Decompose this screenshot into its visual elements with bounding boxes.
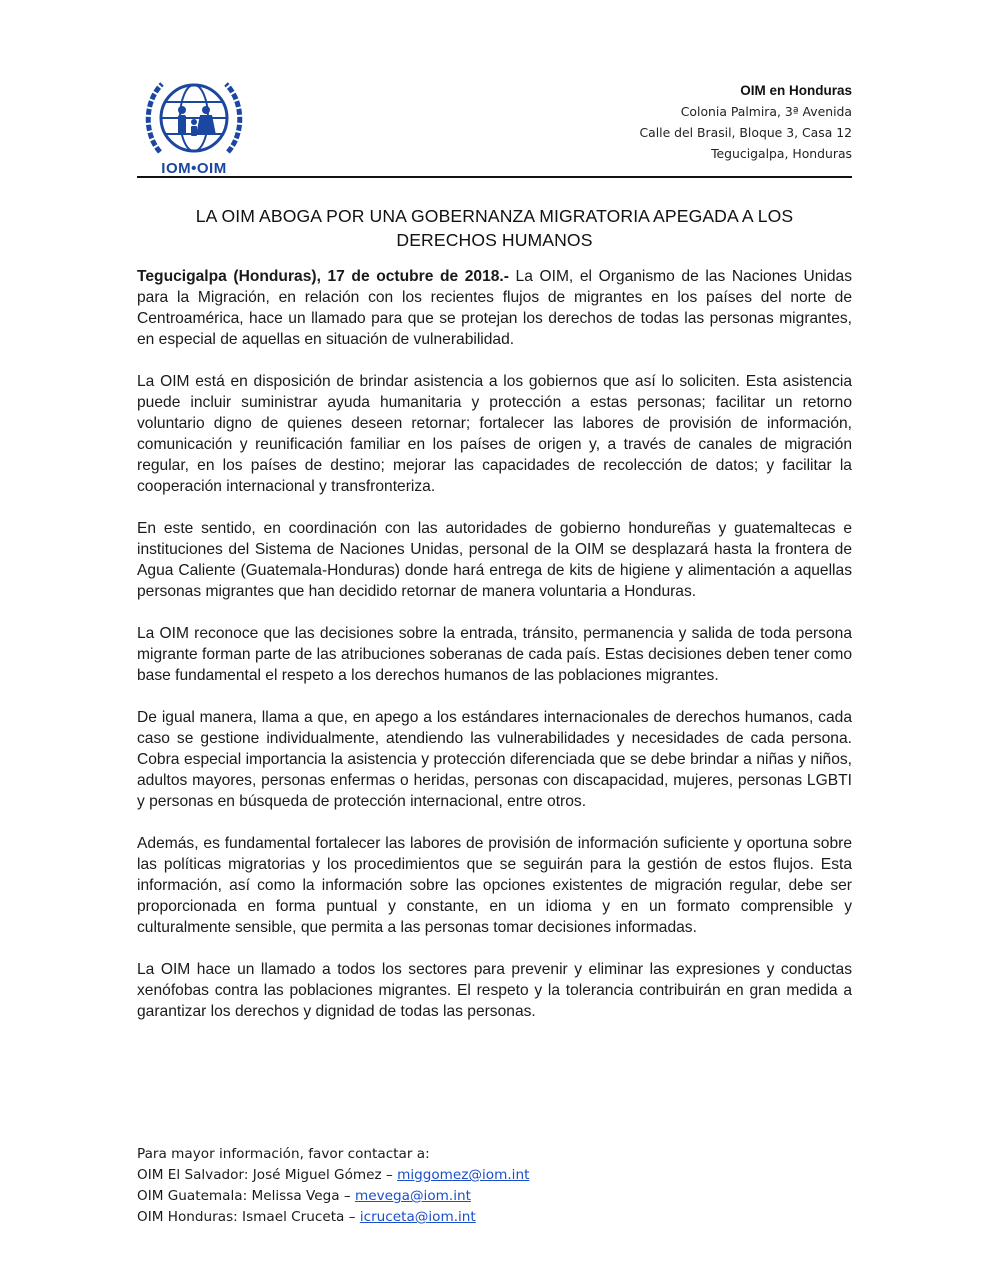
contact-line xyxy=(137,1165,852,1186)
contact-intro: Para mayor información, favor contactar a: xyxy=(137,1146,430,1162)
paragraph-text: La OIM, el Organismo de las Naciones Unidas para la Migración, en relación con los recientes flujos de migrantes en los países del norte de Centroamérica, hace un llamado para que se protejan los derechos de todas las personas migrantes, en especial de aquellas en situación de vulnerabilidad. xyxy=(137,268,852,348)
title-line: LA OIM ABOGA POR UNA GOBERNANZA MIGRATORIA APEGADA A LOS xyxy=(195,206,794,226)
iom-emblem-icon xyxy=(140,72,248,172)
paragraph: La OIM reconoce que las decisiones sobre la entrada, tránsito, permanencia y salida de toda persona migrante forman parte de las atribuciones soberanas de cada país. Estas decisiones deben tener como base fundamental el respeto a los derechos humanos de las poblaciones migrantes. xyxy=(137,625,852,684)
press-release-title xyxy=(137,204,852,252)
org-name: OIM en Honduras xyxy=(740,83,852,98)
contact-label: OIM Guatemala: Melissa Vega – xyxy=(137,1188,355,1204)
address-line: Calle del Brasil, Bloque 3, Casa 12 xyxy=(639,125,852,140)
paragraph: Además, es fundamental fortalecer las labores de provisión de información suficiente y oportuna sobre las políticas migratorias y los procedimientos que se seguirán para la gestión de estos flujos. Esta información, así como la información sobre las opciones existentes de migración regular, debe ser proporcionada en forma puntual y constante, en un idioma y en un formato comprensible y culturalmente sensible, que permita a las personas tomar decisiones informadas. xyxy=(137,835,852,936)
contact-label: OIM Honduras: Ismael Cruceta – xyxy=(137,1209,360,1225)
paragraph: La OIM está en disposición de brindar asistencia a los gobiernos que así lo soliciten. Esta asistencia puede incluir suministrar ayuda humanitaria y protección a estas personas; facilitar un retorno voluntario digno de quienes deseen retornar; fortalecer las labores de provisión de información, comunicación y reunificación familiar en los países de origen y, a través de canales de migración regular, en los países de destino; mejorar las capacidades de recolección de datos; y facilitar la cooperación internacional y transfronteriza. xyxy=(137,373,852,495)
dateline: Tegucigalpa (Honduras), 17 de octubre de 2018.- xyxy=(137,268,509,285)
sender-address xyxy=(639,80,852,164)
title-line: DERECHOS HUMANOS xyxy=(396,230,593,250)
address-line: Tegucigalpa, Honduras xyxy=(711,146,852,161)
logo-wordmark: IOM•OIM xyxy=(161,160,227,177)
paragraph-intro xyxy=(137,266,852,350)
paragraph: De igual manera, llama a que, en apego a los estándares internacionales de derechos humanos, cada caso se gestione individualmente, atendiendo las vulnerabilidades y necesidades de cada persona. Cobra especial importancia la asistencia y protección diferenciada que se debe brindar a niñas y niños, adultos mayores, personas enfermas o heridas, personas con discapacidad, mujeres, personas LGBTI y personas en búsqueda de protección internacional, entre otros. xyxy=(137,709,852,810)
email-link[interactable]: icruceta@iom.int xyxy=(359,1209,476,1225)
contact-label: OIM El Salvador: José Miguel Gómez – xyxy=(137,1167,398,1183)
contact-line xyxy=(137,1186,852,1207)
email-link[interactable]: mevega@iom.int xyxy=(354,1188,471,1204)
header-divider xyxy=(137,176,852,178)
address-line: Colonia Palmira, 3ª Avenida xyxy=(680,104,852,119)
email-link[interactable]: miggomez@iom.int xyxy=(397,1167,530,1183)
paragraph: La OIM hace un llamado a todos los sectores para prevenir y eliminar las expresiones y conductas xenófobas contra las poblaciones migrantes. El respeto y la tolerancia contribuirán en gran medida a garantizar los derechos y dignidad de todas las personas. xyxy=(137,961,852,1020)
paragraph: En este sentido, en coordinación con las autoridades de gobierno hondureñas y guatemaltecas e instituciones del Sistema de Naciones Unidas, personal de la OIM se desplazará hasta la frontera de Agua Caliente (Guatemala-Honduras) donde hará entrega de kits de higiene y alimentación a aquellas personas migrantes que han decidido retornar de manera voluntaria a Honduras. xyxy=(137,520,852,600)
press-release-body xyxy=(137,266,852,1043)
contact-line xyxy=(137,1207,852,1228)
contact-info xyxy=(137,1144,852,1228)
